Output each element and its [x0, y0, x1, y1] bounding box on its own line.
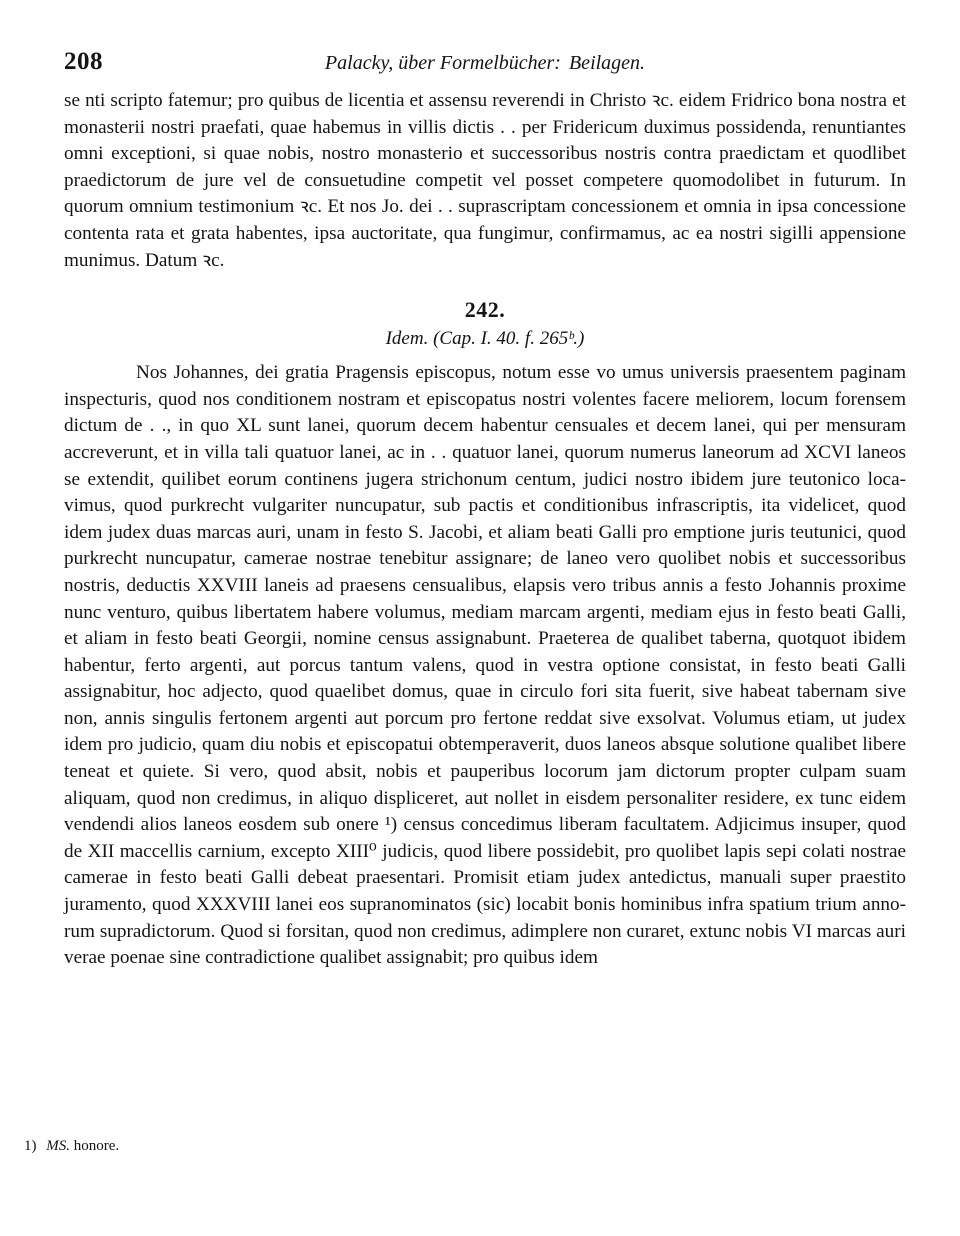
running-title-main: Palacky, über Formelbücher: [324, 52, 561, 74]
document-text: Nos Johannes, dei gratia Pragensis episcopus, notum esse vo umus universis praesentem paginam inspecturis, quod nos conditionem nostram et episcopatus nostri volentes facere meliorem, locum forensem dictum de . ., in quo XL sunt lanei, quorum decem habentur censuales et decem lanei, qui per mensuram accreverunt, et in villa tali quatuor lanei, ac in . . quatuor lanei, quorum numerus laneorum ad XCVI laneos se extendit, quilibet eorum continens jugera strichonum centum, judici nostro ibidem jure teutonico locavimus, quod purkrecht vulgariter nuncupatur, sub pactis et conditionibus infrascriptis, ita videlicet, quod idem judex duas marcas auri, unam in festo S. Jacobi, et aliam beati Galli pro emptione juris teutunici, quod purkrecht nuncupatur, camerae nostrae tenebitur assignare; de laneo vero quolibet nobis et successoribus nostris, deductis XXVIII laneis ad praesens censualibus, elapsis vero tribus annis a festo Johannis proxime nunc venturo, quibus libertatem habere volumus, mediam marcam argenti, mediam ejus in festo beati Galli, et aliam in festo beati Georgii, nomine census assignabunt. Praeterea de qualibet taberna, quotquot ibidem habentur, ferto argenti, aut porcus tantum valens, quod in vestra optione consistat, in festo beati Galli assignabitur, hoc adjecto, quod quaelibet domus, quae in circulo fori sita fuerit, sive habeat tabernam sive non, annis singulis fertonem argenti aut porcum pro fertone reddat sive exsolvat. Volumus etiam, ut judex idem pro judicio, quam diu nobis et episcopatui obtemperaverit, duos laneos absque solutione qualibet libere teneat et quiete. Si vero, quod absit, nobis et pauperibus locorum jam dictorum propter culpam suam aliquam, quod non credimus, in aliquo displiceret, aut nollet in eisdem personaliter residere, ex tunc eidem vendendi alios laneos eosdem sub onere ¹) census concedimus liberam facultatem. Adjicimus insuper, quod de XII maccellis carnium, excepto XIII⁰ judicis, quod libere possidebit, pro quolibet lapis sepi colati nostrae camerae in festo beati Galli debeat praesentari. Promisit etiam judex antedictus, manuali super praestito juramento, quod XXXVIII lanei eos supranominatos (sic) locabit bonis hominibus infra spatium trium annorum supradictorum. Quod si forsitan, quod non credimus, adimplere non curaret, extunc nobis VI marcas auri verae poenae sine contradictione qualibet assignabit; pro quibus idem [64, 362, 906, 969]
footnote-mark: 1) [24, 1138, 37, 1154]
running-title-section: Beilagen. [568, 52, 646, 74]
footnote-siglum: MS. [46, 1138, 70, 1154]
footnote [24, 1138, 119, 1155]
page-header [64, 46, 906, 86]
footnote-text: honore. [73, 1138, 120, 1154]
page-body [64, 46, 906, 972]
page-number: 208 [64, 48, 103, 75]
document-number: 242. [464, 297, 506, 323]
document-source-reference: Idem. (Cap. I. 40. f. 265ᵇ.) [385, 328, 585, 350]
running-title [64, 52, 906, 75]
continuation-paragraph: se nti scripto fatemur; pro quibus de licentia et assensu reverendi in Christo ꝛc. eidem Fridrico bona nostra et monasterii nostri praefati, quae habemus in villis dictis . . per Fridericum duximus possidenda, renuntiantes omni exceptioni, si quae nobis, nostro monasterio et successoribus nostris contra praedictam et quodlibet praedictorum de jure vel de consuetudine competit vel posset competere quomodolibet in futurum. In quorum omnium testimonium ꝛc. Et nos Jo. dei . . suprascriptam concessionem et omnia in ipsa concessione contenta rata et grata habentes, ipsa auctoritate, qua fungimur, confirmamus, ac ea nostri sigilli appensione munimus. Datum ꝛc. [64, 90, 906, 271]
